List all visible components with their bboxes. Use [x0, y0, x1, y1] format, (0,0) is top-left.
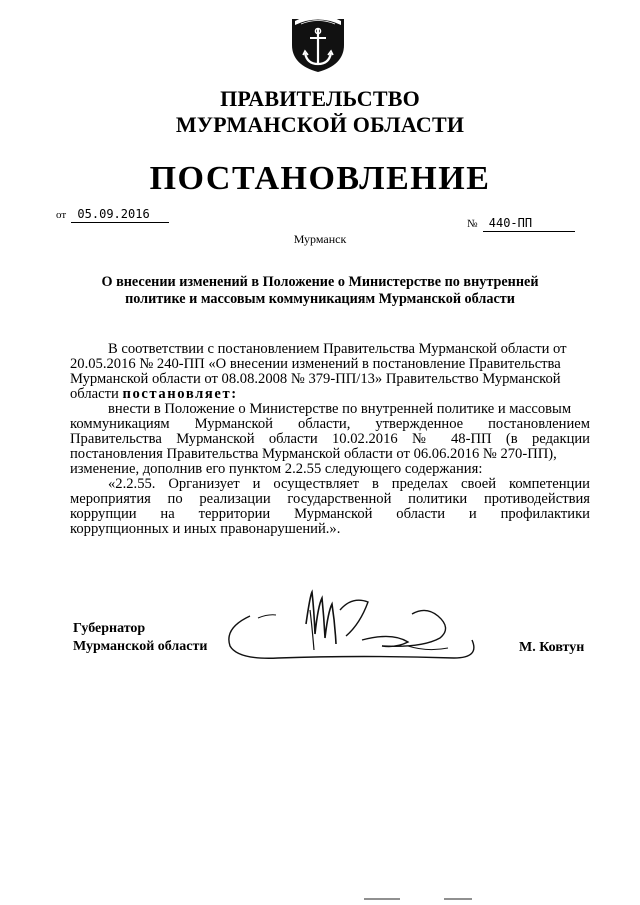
government-title-line2: МУРМАНСКОЙ ОБЛАСТИ	[175, 112, 465, 137]
handwritten-signature	[222, 588, 482, 668]
resolves-keyword: постановляет:	[122, 386, 238, 402]
body-line: «2.2.55. Организует и осуществляет в пределах своей компетенции	[108, 476, 590, 492]
body-text-fragment: области	[70, 386, 119, 402]
document-date	[56, 206, 169, 224]
body-line: внести в Положение о Министерстве по внутренней политике и массовым	[108, 401, 572, 417]
document-subject	[70, 274, 570, 308]
document-type-heading: ПОСТАНОВЛЕНИЕ	[149, 160, 491, 197]
body-line: постановления Правительства Мурманской области от 06.06.2016 № 270-ПП),	[70, 446, 557, 462]
document-body	[70, 342, 590, 537]
body-line: Правительства Мурманской области 10.02.2016 № 48-ПП (в редакции	[70, 431, 590, 447]
body-line: изменение, дополнив его пунктом 2.2.55 следующего содержания:	[70, 461, 483, 477]
body-line: коррупционных и иных правонарушений.».	[70, 521, 341, 537]
page-edge-marks	[0, 895, 640, 905]
date-value: 05.09.2016	[71, 206, 169, 223]
body-line: Мурманской области от 08.08.2008 № 379-ПП/13» Правительство Мурманской	[70, 371, 561, 387]
signer-title-line: Губернатор	[73, 621, 146, 636]
city-name: Мурманск	[293, 232, 347, 246]
date-prefix: от	[56, 209, 67, 221]
body-line	[70, 387, 590, 402]
murmansk-coat-of-arms-emblem	[289, 11, 347, 73]
body-line: коммуникациям Мурманской области, утвержденное постановлением	[70, 416, 590, 432]
body-line: коррупции на территории Мурманской области и профилактики	[70, 506, 590, 522]
signer-title	[73, 620, 207, 656]
signer-name: М. Ковтун	[519, 640, 585, 655]
signer-title-line: Мурманской области	[73, 639, 208, 654]
number-value: 440-ПП	[483, 215, 575, 232]
body-line: В соответствии с постановлением Правительства Мурманской области от	[108, 341, 567, 357]
number-prefix: №	[467, 218, 478, 230]
subject-line: политике и массовым коммуникациям Мурманской области	[125, 291, 515, 307]
body-line: 20.05.2016 № 240-ПП «О внесении изменений в постановление Правительства	[70, 356, 561, 372]
government-title-line1: ПРАВИТЕЛЬСТВО	[220, 86, 420, 111]
body-line: мероприятия по реализации государственной политики противодействия	[70, 491, 590, 507]
subject-line: О внесении изменений в Положение о Министерстве по внутренней	[101, 274, 539, 290]
